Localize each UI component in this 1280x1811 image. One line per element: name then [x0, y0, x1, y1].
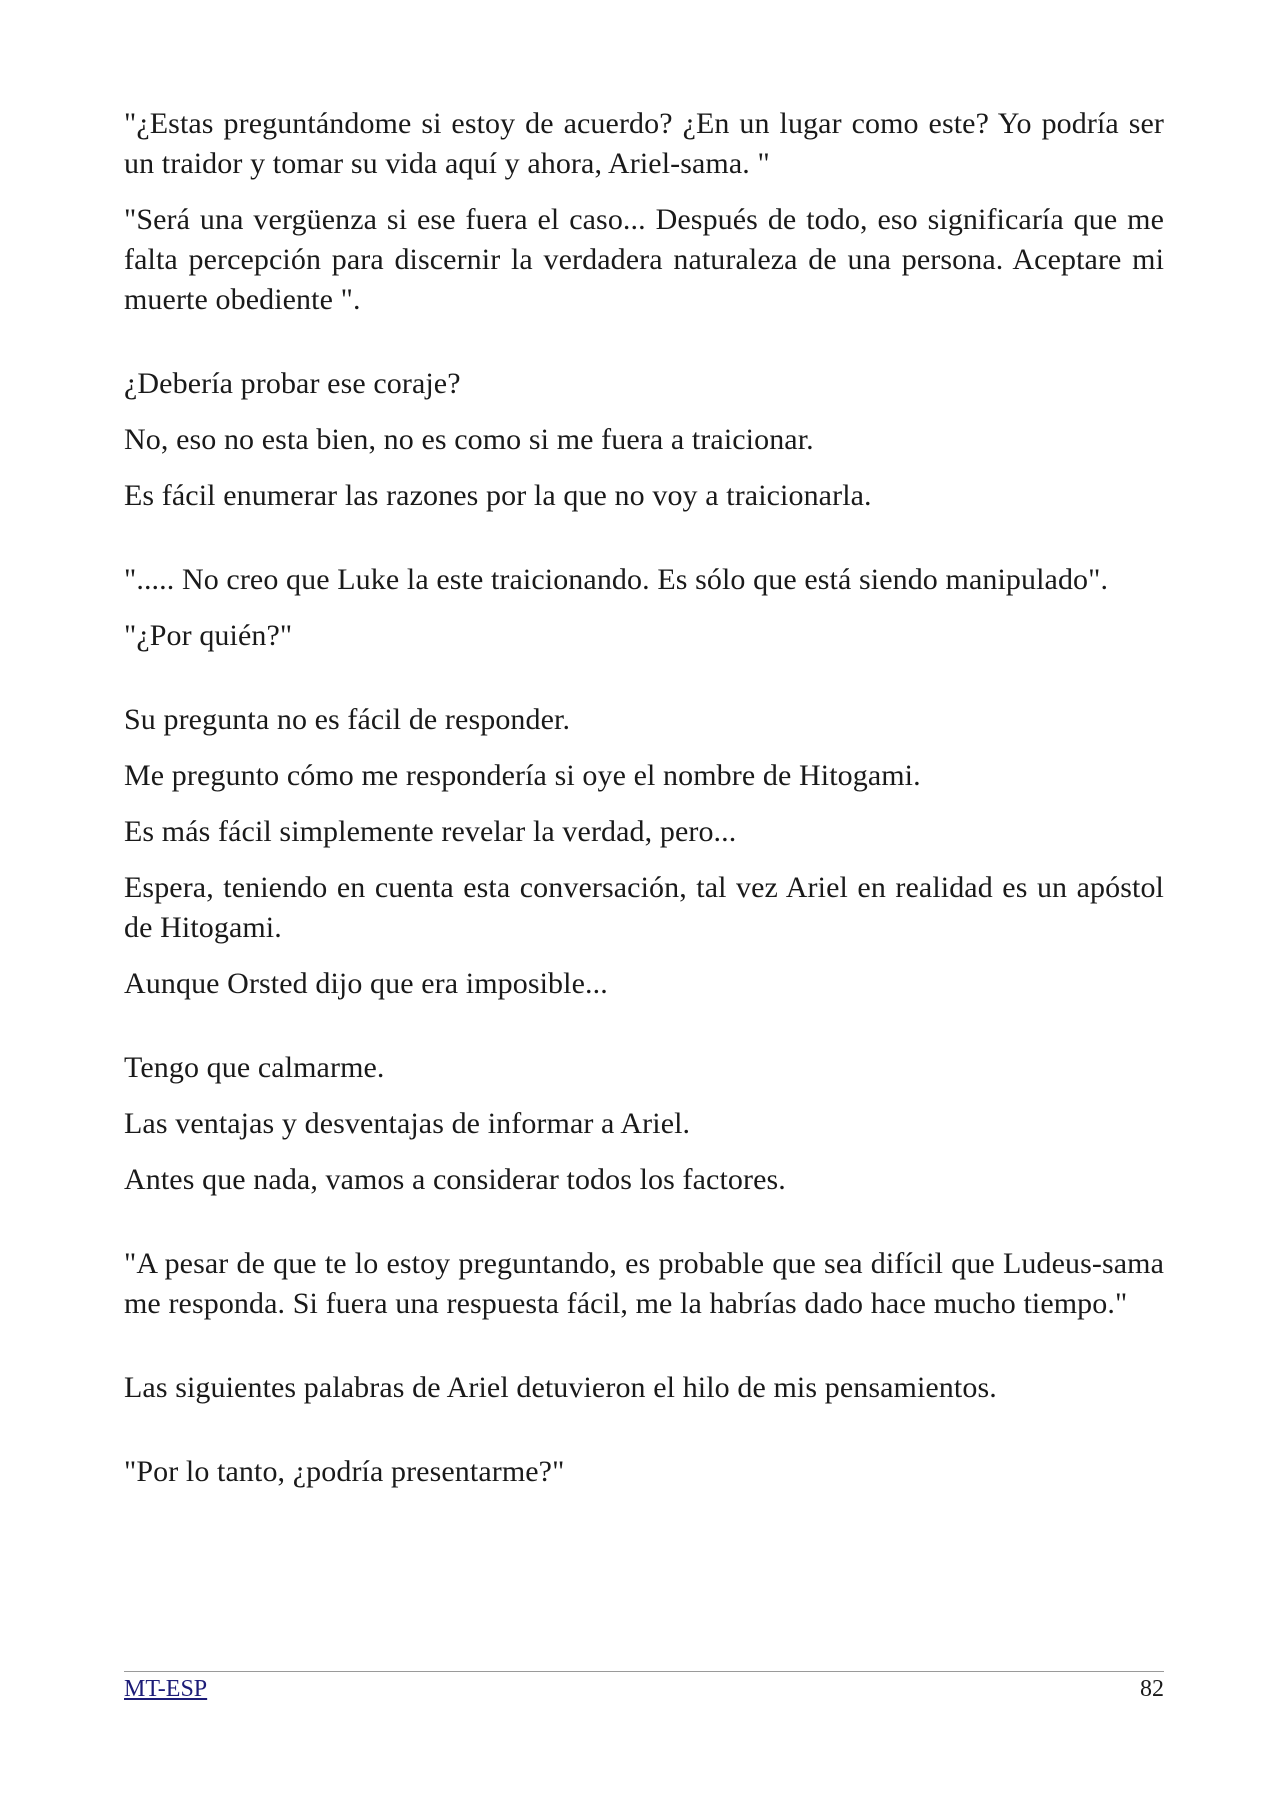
paragraph: Es fácil enumerar las razones por la que no voy a traicionarla. [124, 479, 872, 512]
paragraph: ¿Debería probar ese coraje? [124, 367, 461, 400]
paragraph: "¿Por quién?" [124, 619, 293, 652]
paragraph: "..... No creo que Luke la este traicionando. Es sólo que está siendo manipulado". [124, 563, 1109, 596]
paragraph: "¿Estas preguntándome si estoy de acuerdo? ¿En un lugar como este? Yo podría ser un traidor y tomar su vida aquí y ahora, Ariel-sama. " [124, 107, 1164, 180]
page-body [124, 104, 1164, 1492]
paragraph: "Será una vergüenza si ese fuera el caso... Después de todo, eso significaría que me falta percepción para discernir la verdadera naturaleza de una persona. Aceptare mi muerte obediente ". [124, 203, 1164, 316]
paragraph: No, eso no esta bien, no es como si me fuera a traicionar. [124, 423, 814, 456]
paragraph: Las ventajas y desventajas de informar a Ariel. [124, 1107, 691, 1140]
paragraph: Es más fácil simplemente revelar la verdad, pero... [124, 815, 737, 848]
paragraph: Su pregunta no es fácil de responder. [124, 703, 571, 736]
paragraph: "Por lo tanto, ¿podría presentarme?" [124, 1455, 565, 1488]
paragraph: Tengo que calmarme. [124, 1051, 385, 1084]
page-number: 82 [1140, 1676, 1164, 1702]
paragraph: "A pesar de que te lo estoy preguntando, es probable que sea difícil que Ludeus-sama me responda. Si fuera una respuesta fácil, me la habrías dado hace mucho tiempo." [124, 1247, 1164, 1320]
paragraph: Antes que nada, vamos a considerar todos los factores. [124, 1163, 786, 1196]
footer-divider [124, 1671, 1164, 1672]
page-footer [124, 1674, 1164, 1704]
paragraph: Aunque Orsted dijo que era imposible... [124, 967, 608, 1000]
footer-link[interactable]: MT-ESP [124, 1676, 208, 1702]
paragraph: Las siguientes palabras de Ariel detuvieron el hilo de mis pensamientos. [124, 1371, 997, 1404]
paragraph: Me pregunto cómo me respondería si oye el nombre de Hitogami. [124, 759, 921, 792]
paragraph: Espera, teniendo en cuenta esta conversación, tal vez Ariel en realidad es un apóstol de Hitogami. [124, 871, 1164, 944]
